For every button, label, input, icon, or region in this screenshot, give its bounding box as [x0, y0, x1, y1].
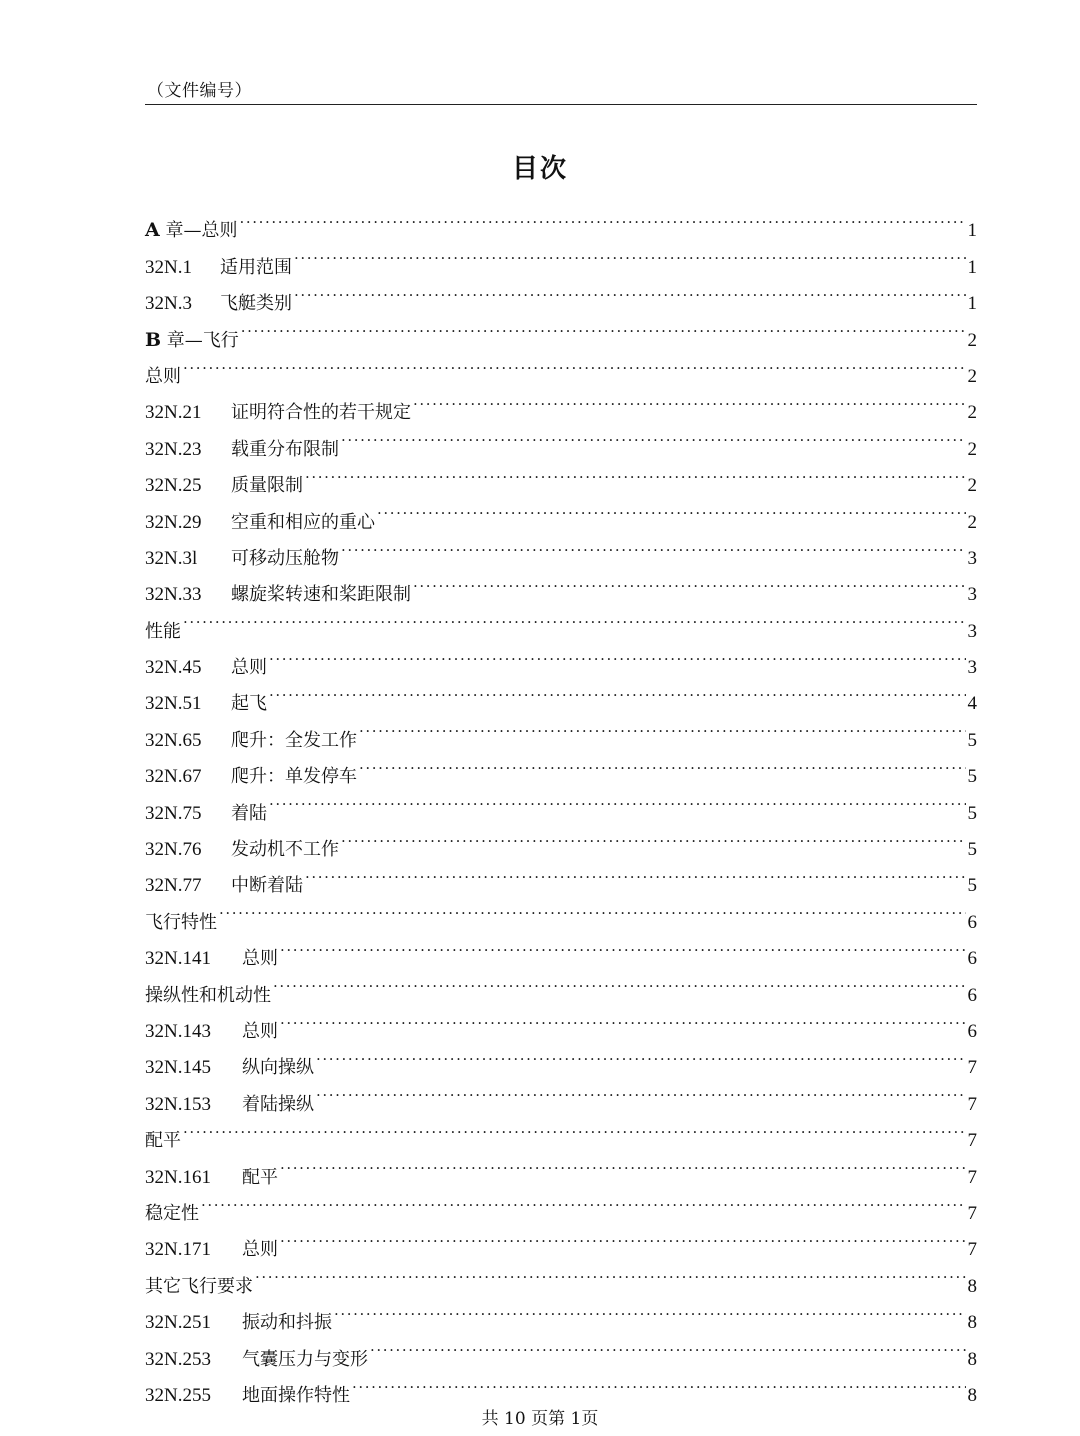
- toc-entry[interactable]: [145, 346, 977, 387]
- toc-entry[interactable]: [145, 819, 977, 861]
- toc-entry-label: [145, 649, 267, 686]
- document-number-header: （文件编号）: [147, 81, 252, 101]
- clause-number: 32N.171: [145, 1239, 211, 1261]
- clause-title: 着陆: [231, 802, 267, 824]
- clause-title: 气囊压力与变形: [242, 1348, 368, 1370]
- page-number: 2: [967, 438, 977, 460]
- dot-leader: [280, 928, 966, 964]
- page-number: 4: [967, 693, 977, 715]
- clause-title: 总则: [231, 657, 267, 679]
- page-number: 2: [967, 329, 977, 351]
- clause-number: 32N.255: [145, 1384, 211, 1406]
- toc-entry-label: [145, 685, 267, 722]
- dot-leader: [305, 855, 966, 891]
- dot-leader: [280, 1146, 966, 1182]
- dot-leader: [201, 1183, 966, 1219]
- page-number: 8: [967, 1348, 977, 1370]
- table-of-contents: [145, 200, 977, 1406]
- toc-entry[interactable]: [145, 673, 977, 715]
- clause-number: 32N.75: [145, 802, 202, 824]
- chapter-letter: A: [145, 219, 160, 242]
- toc-entry-label: [145, 722, 357, 759]
- toc-entry-label: [145, 358, 181, 395]
- toc-entry-label: [145, 613, 181, 650]
- toc-entry[interactable]: [145, 200, 977, 242]
- page-number: 2: [967, 402, 977, 424]
- clause-title: 适用范围: [220, 256, 292, 278]
- clause-title: 总则: [242, 1239, 278, 1261]
- chapter-title: 章—飞行: [161, 329, 239, 351]
- toc-entry[interactable]: [145, 1146, 977, 1188]
- page-number: 7: [967, 1166, 977, 1188]
- clause-number: 32N.145: [145, 1057, 211, 1079]
- toc-entry-label: [145, 1013, 278, 1050]
- dot-leader: [341, 528, 966, 564]
- clause-number: 32N.153: [145, 1093, 211, 1115]
- toc-entry-label: [145, 1049, 314, 1086]
- clause-number: 32N.65: [145, 729, 202, 751]
- clause-title: 爬升：全发工作: [231, 729, 357, 751]
- toc-entry[interactable]: [145, 309, 977, 351]
- toc-entry[interactable]: [145, 928, 977, 970]
- page-number: 2: [967, 365, 977, 387]
- dot-leader: [294, 236, 966, 272]
- section-heading: 飞行特性: [145, 911, 217, 933]
- dot-leader: [359, 746, 966, 782]
- page-number: 7: [967, 1057, 977, 1079]
- clause-number: 32N.77: [145, 875, 202, 897]
- toc-entry-label: [145, 904, 217, 941]
- clause-number: 32N.67: [145, 766, 202, 788]
- clause-title: 发动机不工作: [231, 839, 339, 861]
- toc-entry[interactable]: [145, 236, 977, 278]
- clause-title: 中断着陆: [231, 875, 303, 897]
- clause-title: 空重和相应的重心: [231, 511, 375, 533]
- dot-leader: [294, 273, 966, 309]
- clause-title: 地面操作特性: [242, 1384, 350, 1406]
- clause-title: 可移动压舱物: [231, 547, 339, 569]
- clause-title: 爬升：单发停车: [231, 766, 357, 788]
- clause-number: 32N.45: [145, 657, 202, 679]
- page-number: 1: [967, 293, 977, 315]
- clause-number: 32N.23: [145, 438, 202, 460]
- clause-title: 质量限制: [231, 475, 303, 497]
- toc-entry-label: [145, 1195, 199, 1232]
- section-heading: 性能: [145, 620, 181, 642]
- toc-entry[interactable]: [145, 1255, 977, 1297]
- clause-number: 32N.51: [145, 693, 202, 715]
- toc-entry[interactable]: [145, 1110, 977, 1152]
- clause-title: 起飞: [231, 693, 267, 715]
- toc-entry-label: [145, 977, 271, 1014]
- clause-title: 着陆操纵: [242, 1093, 314, 1115]
- page-number: 3: [967, 620, 977, 642]
- section-heading: 配平: [145, 1130, 181, 1152]
- page-number: 6: [967, 984, 977, 1006]
- clause-number: 32N.21: [145, 402, 202, 424]
- clause-title: 螺旋桨转速和桨距限制: [231, 584, 411, 606]
- dot-leader: [334, 1292, 966, 1328]
- toc-entry-label: [145, 1268, 253, 1305]
- toc-entry-label: [145, 540, 339, 577]
- header-divider: [145, 104, 977, 105]
- section-heading: 操纵性和机动性: [145, 984, 271, 1006]
- clause-title: 证明符合性的若干规定: [231, 402, 411, 424]
- section-heading: 总则: [145, 365, 181, 387]
- dot-leader: [341, 819, 966, 855]
- page-number: 7: [967, 1130, 977, 1152]
- page-number: 7: [967, 1202, 977, 1224]
- chapter-title: 章—总则: [159, 220, 238, 242]
- dot-leader: [377, 491, 966, 527]
- clause-number: 32N.76: [145, 839, 202, 861]
- clause-number: 32N.251: [145, 1312, 211, 1334]
- toc-entry-label: [145, 249, 292, 286]
- dot-leader: [219, 891, 966, 927]
- chapter-letter: B: [145, 328, 162, 351]
- page-number: 6: [967, 1020, 977, 1042]
- clause-title: 振动和抖振: [242, 1312, 332, 1334]
- clause-number: 32N.29: [145, 511, 202, 533]
- page-number: 8: [967, 1384, 977, 1406]
- toc-entry[interactable]: [145, 1219, 977, 1261]
- clause-number: 32N.161: [145, 1166, 211, 1188]
- toc-entry[interactable]: [145, 637, 977, 679]
- page-number: 3: [967, 657, 977, 679]
- page-number: 3: [967, 547, 977, 569]
- page-number: 8: [967, 1275, 977, 1297]
- clause-number: 32N.3l: [145, 547, 198, 569]
- page-number: 5: [967, 802, 977, 824]
- dot-leader: [183, 1110, 966, 1146]
- page-number: 5: [967, 729, 977, 751]
- dot-leader: [359, 709, 966, 745]
- toc-entry[interactable]: [145, 782, 977, 824]
- page-number: 1: [967, 256, 977, 278]
- page-number: 2: [967, 475, 977, 497]
- page-number: 5: [967, 839, 977, 861]
- clause-number: 32N.25: [145, 475, 202, 497]
- dot-leader: [183, 346, 966, 382]
- clause-title: 总则: [242, 1020, 278, 1042]
- clause-number: 32N.253: [145, 1348, 211, 1370]
- dot-leader: [316, 1073, 966, 1109]
- toc-entry-label: [145, 467, 303, 504]
- dot-leader: [269, 673, 966, 709]
- dot-leader: [370, 1328, 966, 1364]
- page-number: 5: [967, 875, 977, 897]
- dot-leader: [239, 200, 965, 236]
- page-number: 7: [967, 1093, 977, 1115]
- toc-entry-label: [145, 212, 237, 249]
- toc-entry[interactable]: [145, 600, 977, 642]
- clause-number: 32N.143: [145, 1020, 211, 1042]
- toc-entry-label: [145, 795, 267, 832]
- page-footer-pagination: 共 10 页第 1页: [481, 1409, 599, 1429]
- toc-entry-label: [145, 940, 278, 977]
- toc-title: 目次: [511, 154, 568, 184]
- clause-title: 纵向操纵: [242, 1057, 314, 1079]
- dot-leader: [269, 782, 966, 818]
- dot-leader: [316, 1037, 966, 1073]
- clause-title: 总则: [242, 948, 278, 970]
- page-number: 6: [967, 948, 977, 970]
- toc-entry-label: [145, 1341, 368, 1378]
- dot-leader: [413, 564, 966, 600]
- toc-entry[interactable]: [145, 709, 977, 751]
- section-heading: 其它飞行要求: [145, 1275, 253, 1297]
- toc-entry-label: [145, 1122, 181, 1159]
- section-heading: 稳定性: [145, 1202, 199, 1224]
- dot-leader: [280, 1219, 966, 1255]
- dot-leader: [255, 1255, 966, 1291]
- toc-entry[interactable]: [145, 1183, 977, 1224]
- toc-entry[interactable]: [145, 382, 977, 424]
- page-number: 6: [967, 911, 977, 933]
- clause-title: 飞艇类别: [220, 293, 292, 315]
- page-number: 8: [967, 1312, 977, 1334]
- dot-leader: [269, 637, 966, 673]
- dot-leader: [183, 600, 966, 636]
- toc-entry-label: [145, 1304, 332, 1341]
- dot-leader: [241, 309, 966, 345]
- clause-title: 载重分布限制: [231, 438, 339, 460]
- clause-number: 32N.1: [145, 256, 192, 278]
- dot-leader: [341, 418, 966, 454]
- dot-leader: [273, 964, 966, 1000]
- page-number: 1: [967, 220, 977, 242]
- toc-entry[interactable]: [145, 891, 977, 933]
- dot-leader: [413, 382, 966, 418]
- clause-number: 32N.141: [145, 948, 211, 970]
- page-number: 2: [967, 511, 977, 533]
- dot-leader: [352, 1365, 966, 1401]
- clause-number: 32N.33: [145, 584, 202, 606]
- clause-title: 配平: [242, 1166, 278, 1188]
- dot-leader: [305, 455, 966, 491]
- toc-entry[interactable]: [145, 1292, 977, 1334]
- clause-number: 32N.3: [145, 293, 192, 315]
- page-number: 5: [967, 766, 977, 788]
- page-number: 3: [967, 584, 977, 606]
- page-number: 7: [967, 1239, 977, 1261]
- dot-leader: [280, 1001, 966, 1037]
